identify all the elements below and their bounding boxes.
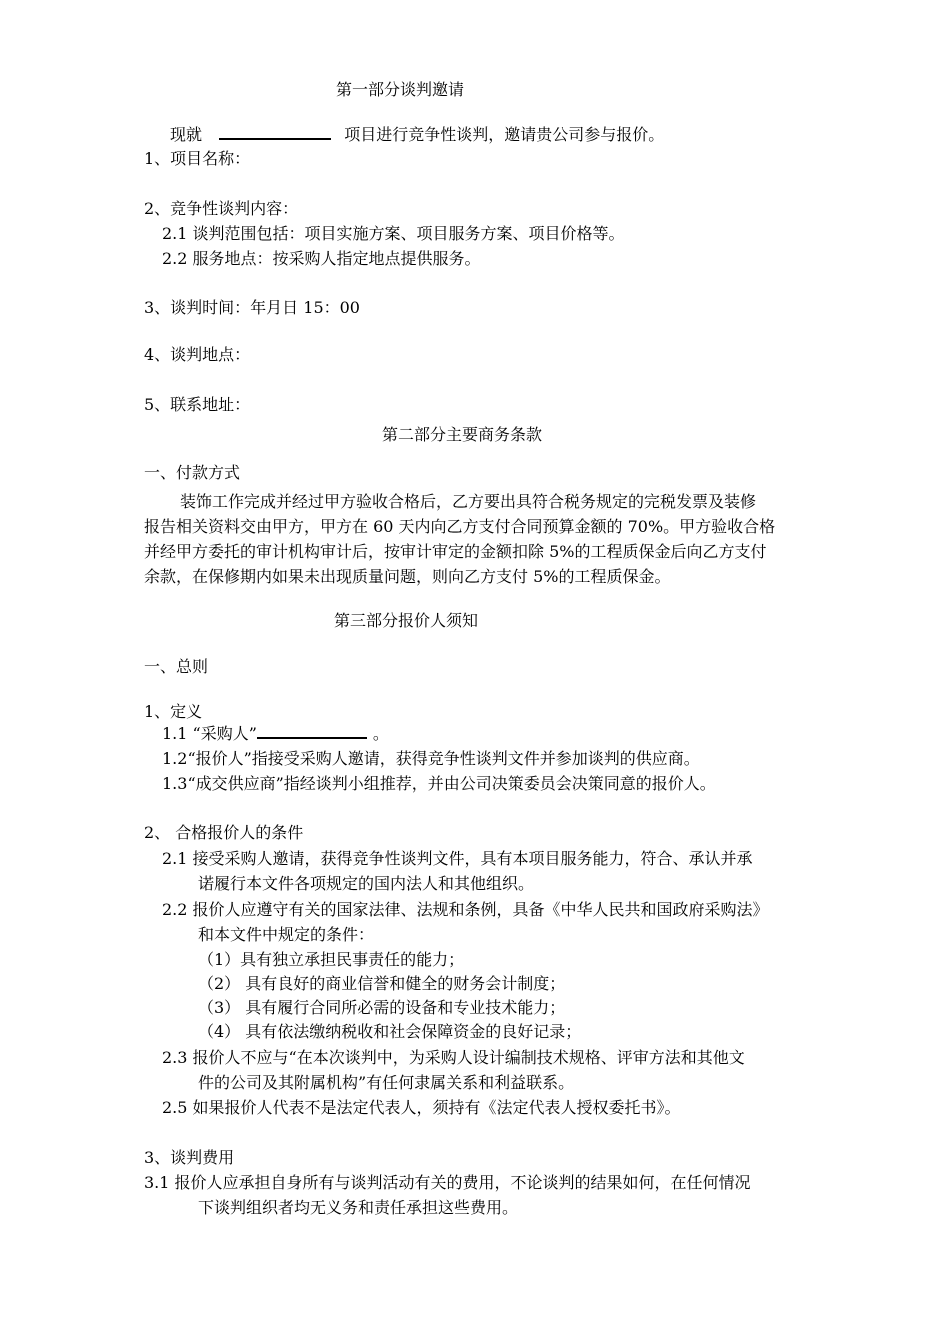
qualification-2-3-line: 2.3 报价人不应与“在本次谈判中，为采购人设计编制技术规格、评审方法和其他文: [162, 1048, 745, 1067]
invitation-suffix: 项目进行竞争性谈判，邀请贵公司参与报价。: [344, 125, 665, 144]
definition-purchaser-end: 。: [372, 724, 389, 743]
definition-supplier: 1.3“成交供应商”指经谈判小组推荐，并由公司决策委员会决策同意的报价人。: [162, 774, 716, 793]
fee-title: 3、谈判费用: [144, 1148, 235, 1167]
qualification-2-2-line: 和本文件中规定的条件：: [198, 925, 375, 944]
item-contact-address: 5、联系地址：: [144, 395, 251, 414]
definition-purchaser-label: 1.1 “采购人”: [162, 724, 257, 743]
qualification-2-1-line: 诺履行本文件各项规定的国内法人和其他组织。: [198, 874, 535, 893]
part2-title: 第二部分主要商务条款: [382, 425, 543, 444]
fee-3-1-line: 下谈判组织者均无义务和责任承担这些费用。: [198, 1198, 519, 1217]
qualification-2-1-line: 2.1 接受采购人邀请，获得竞争性谈判文件，具有本项目服务能力，符合、承认并承: [162, 849, 753, 868]
condition-item: （2） 具有良好的商业信誉和健全的财务会计制度；: [198, 974, 566, 993]
fee-3-1-line: 3.1 报价人应承担自身所有与谈判活动有关的费用，不论谈判的结果如何，在任何情况: [144, 1173, 751, 1192]
qualification-2-2-line: 2.2 报价人应遵守有关的国家法律、法规和条例，具备《中华人民共和国政府采购法》: [162, 900, 769, 919]
payment-paragraph-line: 装饰工作完成并经过甲方验收合格后，乙方要出具符合税务规定的完税发票及装修: [180, 492, 757, 511]
payment-paragraph-line: 并经甲方委托的审计机构审计后，按审计审定的金额扣除 5%的工程质保金后向乙方支付: [144, 542, 767, 561]
item-negotiation-time: 3、谈判时间：年月日 15：00: [144, 298, 360, 317]
payment-paragraph-line: 报告相关资料交由甲方，甲方在 60 天内向乙方支付合同预算金额的 70%。甲方验收合格: [144, 517, 776, 536]
condition-item: （3） 具有履行合同所必需的设备和专业技术能力；: [198, 998, 566, 1017]
condition-item: （1）具有独立承担民事责任的能力；: [198, 950, 465, 969]
general-section-title: 一、总则: [144, 657, 209, 676]
qualification-title: 2、 合格报价人的条件: [144, 823, 304, 842]
invitation-prefix: 现就: [170, 125, 203, 144]
purchaser-name-blank: [257, 723, 367, 739]
item-service-location: 2.2 服务地点：按采购人指定地点提供服务。: [162, 249, 481, 268]
payment-paragraph-line: 余款，在保修期内如果未出现质量问题，则向乙方支付 5%的工程质保金。: [144, 567, 671, 586]
definition-bidder: 1.2“报价人”指接受采购人邀请，获得竞争性谈判文件并参加谈判的供应商。: [162, 749, 700, 768]
item-project-name: 1、项目名称：: [144, 149, 251, 168]
invitation-line: [170, 124, 664, 146]
payment-section-title: 一、付款方式: [144, 463, 241, 482]
condition-item: （4） 具有依法缴纳税收和社会保障资金的良好记录；: [198, 1022, 582, 1041]
item-scope: 2.1 谈判范围包括：项目实施方案、项目服务方案、项目价格等。: [162, 224, 625, 243]
qualification-2-3-line: 件的公司及其附属机构”有任何隶属关系和利益联系。: [198, 1073, 575, 1092]
project-name-blank: [219, 124, 331, 140]
item-negotiation-content: 2、竞争性谈判内容：: [144, 199, 299, 218]
part1-title: 第一部分谈判邀请: [336, 80, 465, 99]
definition-purchaser: [162, 723, 389, 745]
qualification-2-5: 2.5 如果报价人代表不是法定代表人，须持有《法定代表人授权委托书》。: [162, 1098, 681, 1117]
part3-title: 第三部分报价人须知: [334, 611, 479, 630]
item-negotiation-location: 4、谈判地点：: [144, 345, 251, 364]
definition-title: 1、定义: [144, 702, 203, 721]
